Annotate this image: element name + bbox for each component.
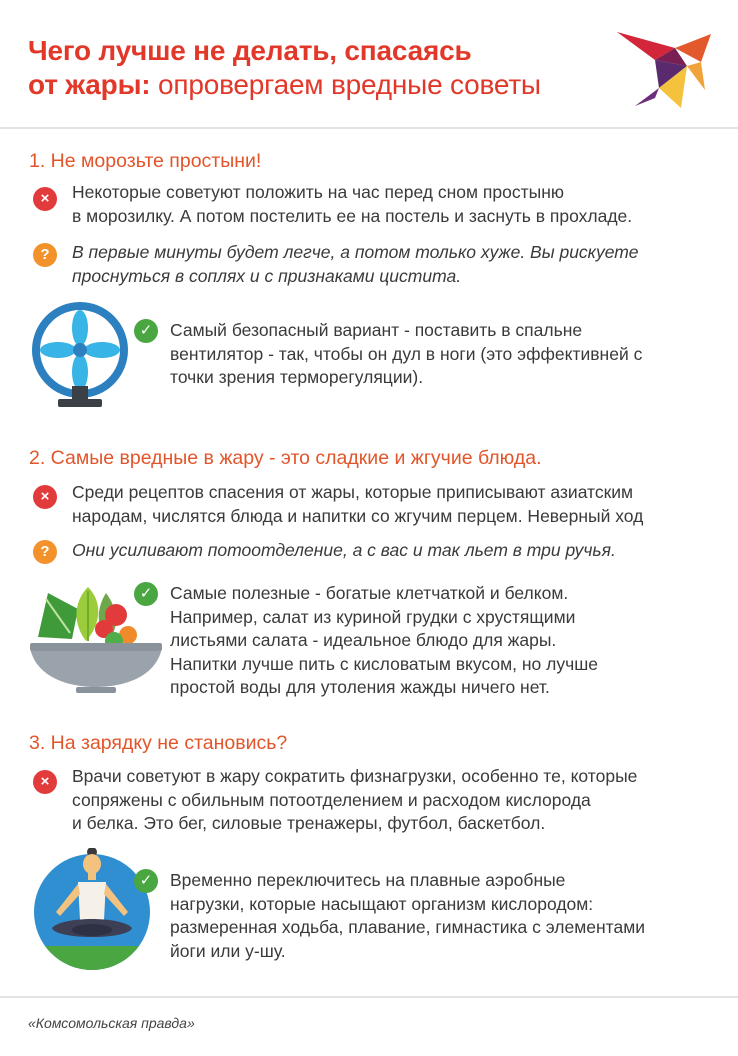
- section-2-title: 2. Самые вредные в жару - это сладкие и жгучие блюда.: [29, 447, 542, 469]
- section-1-advice-text: Самый безопасный вариант - поставить в спальне вентилятор - так, чтобы он дул в ноги (это эффективней с точки зрения терморегуляции).: [170, 320, 643, 387]
- advice-check-icon: ✓: [134, 582, 158, 606]
- section-1-title: 1. Не морозьте простыни!: [29, 150, 262, 172]
- section-2-myth-text: Среди рецептов спасения от жары, которые приписывают азиатским народам, числятся блюда и напитки со жгучим перцем. Неверный ход: [72, 482, 644, 526]
- section-3-advice-text: Временно переключитесь на плавные аэробные нагрузки, которые насыщают организм кислородом: размеренная ходьба, плавание, гимнастика с элементами йоги или у-шу.: [170, 870, 646, 961]
- section-1-myth-text: Некоторые советуют положить на час перед сном простыню в морозилку. А потом постелить ее на постель и заснуть в прохладе.: [72, 182, 633, 226]
- title-line-2-bold: от жары:: [28, 69, 151, 100]
- title-line-1: Чего лучше не делать, спасаясь: [28, 35, 472, 66]
- yoga-person-icon: [32, 848, 152, 972]
- question-icon: ?: [33, 243, 57, 267]
- myth-x-icon: ×: [33, 485, 57, 509]
- section-3-myth-text: Врачи советуют в жару сократить физнагрузки, особенно те, которые сопряжены с обильным потоотделением и расходом кислорода и белка. Это бег, силовые тренажеры, футбол, баскетбол.: [72, 766, 638, 833]
- myth-x-icon: ×: [33, 770, 57, 794]
- header-divider: [0, 127, 738, 129]
- section-2-question-text: Они усиливают потоотделение, а с вас и так льет в три ручья.: [72, 540, 616, 560]
- section-1-question-text: В первые минуты будет легче, а потом только хуже. Вы рискуете проснуться в соплях и с признаками цистита.: [72, 242, 639, 286]
- advice-check-icon: ✓: [134, 869, 158, 893]
- fan-icon: [28, 300, 132, 410]
- title-line-2-light: опровергаем вредные советы: [150, 69, 541, 100]
- page-title: [28, 34, 608, 102]
- section-2-advice-text: Самые полезные - богатые клетчаткой и белком. Например, салат из куриной грудки с хрустящими листьями салата - идеальное блюдо для жары. Напитки лучше пить с кисловатым вкусом, но лучше простой воды для утоления жажды ничего нет.: [170, 583, 599, 697]
- source-credit: «Комсомольская правда»: [28, 1015, 195, 1031]
- question-icon: ?: [33, 540, 57, 564]
- section-3-title: 3. На зарядку не становись?: [29, 732, 288, 754]
- bird-logo-icon: [615, 26, 715, 110]
- footer-divider: [0, 996, 738, 998]
- myth-x-icon: ×: [33, 187, 57, 211]
- advice-check-icon: ✓: [134, 319, 158, 343]
